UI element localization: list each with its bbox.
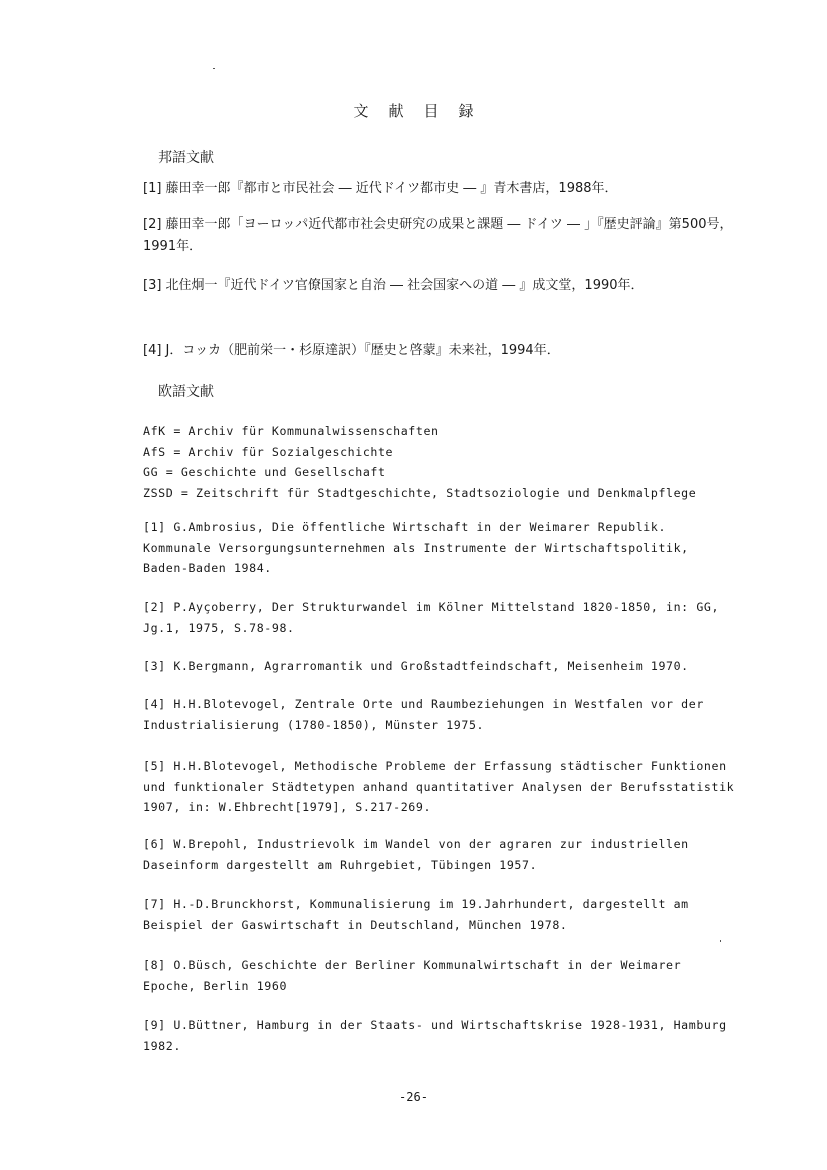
page-title: 文献目録 — [353, 102, 494, 120]
european-section-heading: 欧語文献 — [158, 384, 214, 400]
page-number: -26- — [399, 1090, 428, 1104]
european-entry-9: [9] U.Büttner, Hamburg in der Staats- und Wirtschaftskrise 1928-1931, Hamburg 1982. — [143, 1018, 727, 1053]
european-entry-5: [5] H.H.Blotevogel, Methodische Probleme der Erfassung städtischer Funktionen und funktionaler Städtetypen anhand quantitativer Analysen der Berufsstatistik 1907, in: W.Ehbrecht[1979], S.217-269. — [143, 759, 735, 814]
japanese-entry-4: [4] J．コッカ（肥前栄一・杉原達訳）『歴史と啓蒙』未来社，1994年． — [143, 343, 560, 358]
abbreviation-zssd: ZSSD = Zeitschrift für Stadtgeschichte, Stadtsoziologie und Denkmalpflege — [143, 485, 697, 500]
european-entry-4: [4] H.H.Blotevogel, Zentrale Orte und Raumbeziehungen in Westfalen vor der Industrialisierung (1780-1850), Münster 1975. — [143, 697, 704, 732]
european-entry-3: [3] K.Bergmann, Agrarromantik und Großstadtfeindschaft, Meisenheim 1970. — [143, 659, 689, 673]
japanese-entry-2: [2] 藤田幸一郎「ヨーロッパ近代都市社会史研究の成果と課題 ― ドイツ ― 」『歴史評論』第500号，1991年． — [143, 217, 733, 254]
european-entry-1: [1] G.Ambrosius, Die öffentliche Wirtschaft in der Weimarer Republik. Kommunale Versorgungsunternehmen als Instrumente der Wirtschaftspolitik, Baden-Baden 1984. — [143, 520, 689, 575]
abbreviation-afk: AfK = Archiv für Kommunalwissenschaften — [143, 424, 439, 438]
scan-speck — [720, 940, 721, 942]
european-entry-8: [8] O.Büsch, Geschichte der Berliner Kommunalwirtschaft in der Weimarer Epoche, Berlin 1960 — [143, 958, 682, 993]
abbreviation-afs: AfS = Archiv für Sozialgeschichte — [143, 444, 394, 459]
european-entry-7: [7] H.-D.Brunckhorst, Kommunalisierung im 19.Jahrhundert, dargestellt am Beispiel der Gaswirtschaft in Deutschland, München 1978. — [143, 897, 689, 932]
japanese-section-heading: 邦語文献 — [158, 150, 214, 166]
european-entry-2: [2] P.Ayçoberry, Der Strukturwandel im Kölner Mittelstand 1820-1850, in: GG, Jg.1, 1975, S.78-98. — [143, 600, 720, 635]
european-entry-6: [6] W.Brepohl, Industrievolk im Wandel von der agraren zur industriellen Daseinform dargestellt am Ruhrgebiet, Tübingen 1957. — [143, 837, 689, 872]
abbreviation-gg: GG = Geschichte und Gesellschaft — [143, 465, 386, 479]
japanese-entry-1: [1] 藤田幸一郎『都市と市民社会 ― 近代ドイツ都市史 ― 』青木書店，1988年． — [143, 181, 618, 196]
japanese-entry-3: [3] 北住炯一『近代ドイツ官僚国家と自治 ― 社会国家への道 ― 』成文堂，1990年． — [143, 278, 644, 293]
scan-speck — [213, 68, 215, 69]
abbreviation-list — [143, 421, 743, 503]
